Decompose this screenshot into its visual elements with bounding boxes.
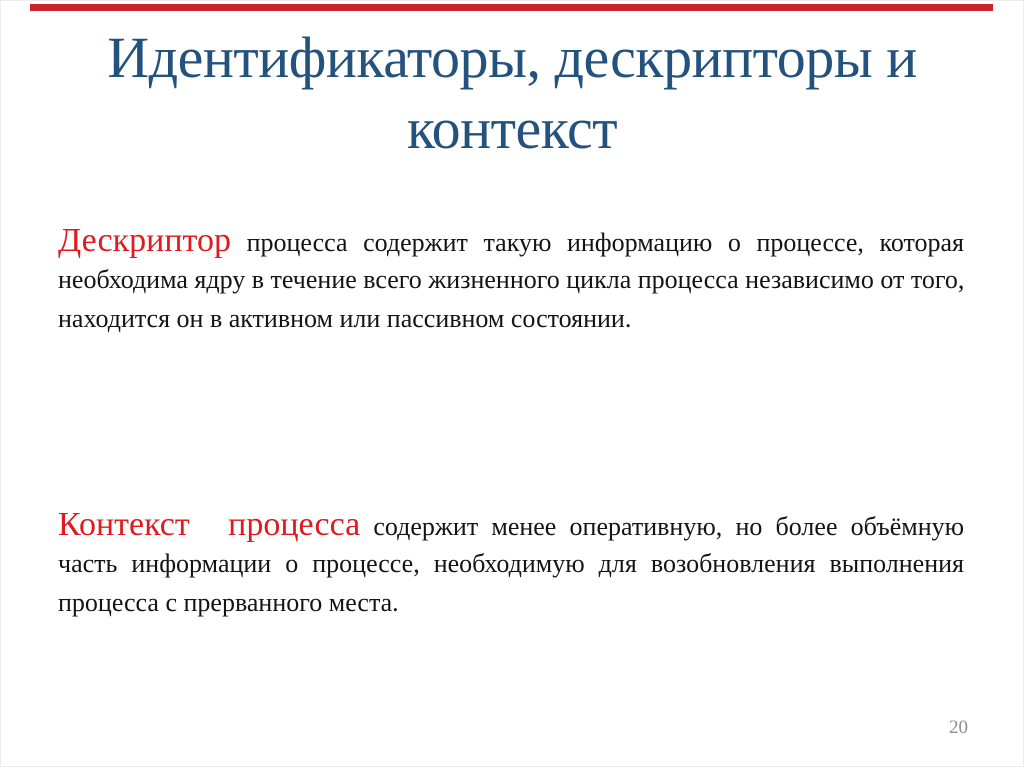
- context-paragraph: [58, 505, 964, 622]
- context-lead-word-1: Контекст: [58, 506, 190, 543]
- descriptor-paragraph-line-2: необходима ядру в течение всего жизненного цикла процесса независимо от того,: [58, 265, 965, 294]
- top-accent-bar: [30, 4, 993, 11]
- descriptor-lead-word: Дескриптор: [58, 222, 231, 259]
- descriptor-line-1-text: процесса содержит такую информацию о процессе, которая: [246, 228, 965, 257]
- context-line-1-text: содержит менее оперативную, но более объёмную: [373, 512, 965, 541]
- page-number: 20: [949, 717, 968, 738]
- context-paragraph-line-2: часть информации о процессе, необходимую для возобновления выполнения: [58, 549, 964, 578]
- context-paragraph-line-1: [58, 505, 964, 544]
- title-line-2: контекст: [406, 96, 618, 161]
- title-line-1: Идентификаторы, дескрипторы и: [107, 25, 917, 90]
- context-lead-word-2: процесса: [228, 506, 361, 543]
- descriptor-paragraph-line-3: находится он в активном или пассивном состоянии.: [58, 304, 632, 333]
- slide-title: [0, 22, 1024, 164]
- descriptor-paragraph: [58, 221, 964, 338]
- descriptor-paragraph-line-1: [58, 221, 964, 260]
- context-paragraph-line-3: процесса с прерванного места.: [58, 588, 399, 617]
